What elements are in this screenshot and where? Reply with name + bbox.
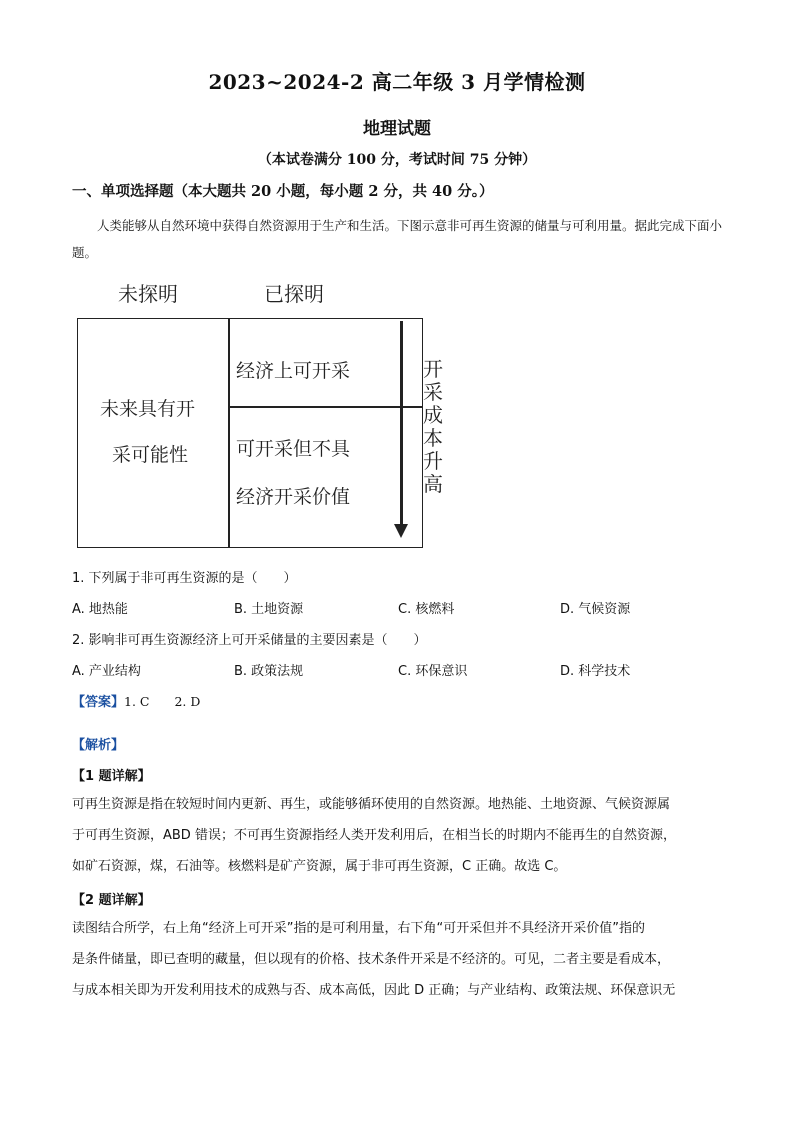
analysis-label: 【解析】 (72, 738, 125, 753)
analysis-q1-line: 于可再生资源，ABD 错误；不可再生资源指经人类开发利用后，在相当长的时期内不能再生的自然资源， (72, 828, 676, 843)
diagram-bottom-right-line1: 可开采但不具 (236, 438, 351, 460)
question-2-option-b: B. 政策法规 (234, 664, 304, 679)
question-2-option-c: C. 环保意识 (398, 664, 468, 679)
section-heading: 一、单项选择题（本大题共 20 小题，每小题 2 分，共 40 分。） (72, 183, 494, 200)
diagram-arrow-label: 开采成本升高 (423, 357, 443, 496)
analysis-q2-line: 读图结合所学，右上角“经济上可开采”指的是可利用量，右下角“可开采但并不具经济开采价值”指的 (72, 921, 645, 936)
question-1-option-b: B. 土地资源 (234, 602, 304, 617)
arrow-down-icon (394, 524, 408, 538)
analysis-q1-line: 可再生资源是指在较短时间内更新、再生，或能够循环使用的自然资源。地热能、土地资源、气候资源属 (72, 797, 671, 812)
answer-row (72, 691, 200, 710)
question-2-option-a: A. 产业结构 (72, 664, 141, 679)
question-2-stem: 2. 影响非可再生资源经济上可开采储量的主要因素是（ ） (72, 633, 427, 648)
question-1-option-d: D. 气候资源 (560, 602, 631, 617)
diagram-top-right: 经济上可开采 (236, 360, 351, 382)
diagram-left-line2: 采可能性 (112, 444, 189, 466)
question-1-option-c: C. 核燃料 (398, 602, 455, 617)
diagram-unexplored-label: 未探明 (118, 282, 178, 306)
analysis-q2-line: 与成本相关即为开发利用技术的成熟与否、成本高低，因此 D 正确；与产业结构、政策法规、环保意识无 (72, 983, 676, 998)
answer-label: 【答案】 (72, 695, 125, 710)
diagram-left-line1: 未来具有开 (100, 398, 196, 420)
diagram-bottom-right-line2: 经济开采价值 (236, 486, 351, 508)
diagram-frame (77, 318, 423, 548)
analysis-q2-heading: 【2 题详解】 (72, 893, 151, 908)
resource-diagram (70, 276, 460, 566)
analysis-q1-line: 如矿石资源，煤，石油等。核燃料是矿产资源，属于非可再生资源，C 正确。故选 C。 (72, 859, 567, 874)
cost-arrow-line (400, 321, 403, 526)
answer-text: 1. C 2. D (124, 694, 201, 709)
question-2-option-d: D. 科学技术 (560, 664, 631, 679)
question-1-option-a: A. 地热能 (72, 602, 128, 617)
page-title: 2023~2024-2 高二年级 3 月学情检测 (208, 70, 586, 94)
exam-subject: 地理试题 (363, 119, 431, 139)
analysis-q1-body (72, 789, 722, 882)
question-intro: 人类能够从自然环境中获得自然资源用于生产和生活。下图示意非可再生资源的储量与可利用量。据此完成下面小题。 (72, 218, 723, 260)
analysis-q2-body (72, 913, 722, 1006)
question-1-stem: 1. 下列属于非可再生资源的是（ ） (72, 571, 297, 586)
diagram-divider-vertical (228, 318, 230, 548)
diagram-explored-label: 已探明 (264, 282, 324, 306)
analysis-q1-heading: 【1 题详解】 (72, 769, 151, 784)
exam-note: （本试卷满分 100 分，考试时间 75 分钟） (257, 152, 537, 168)
analysis-q2-line: 是条件储量，即已查明的藏量，但以现有的价格、技术条件开采是不经济的。可见，二者主要是看成本， (72, 952, 671, 967)
diagram-divider-horizontal (230, 406, 423, 408)
